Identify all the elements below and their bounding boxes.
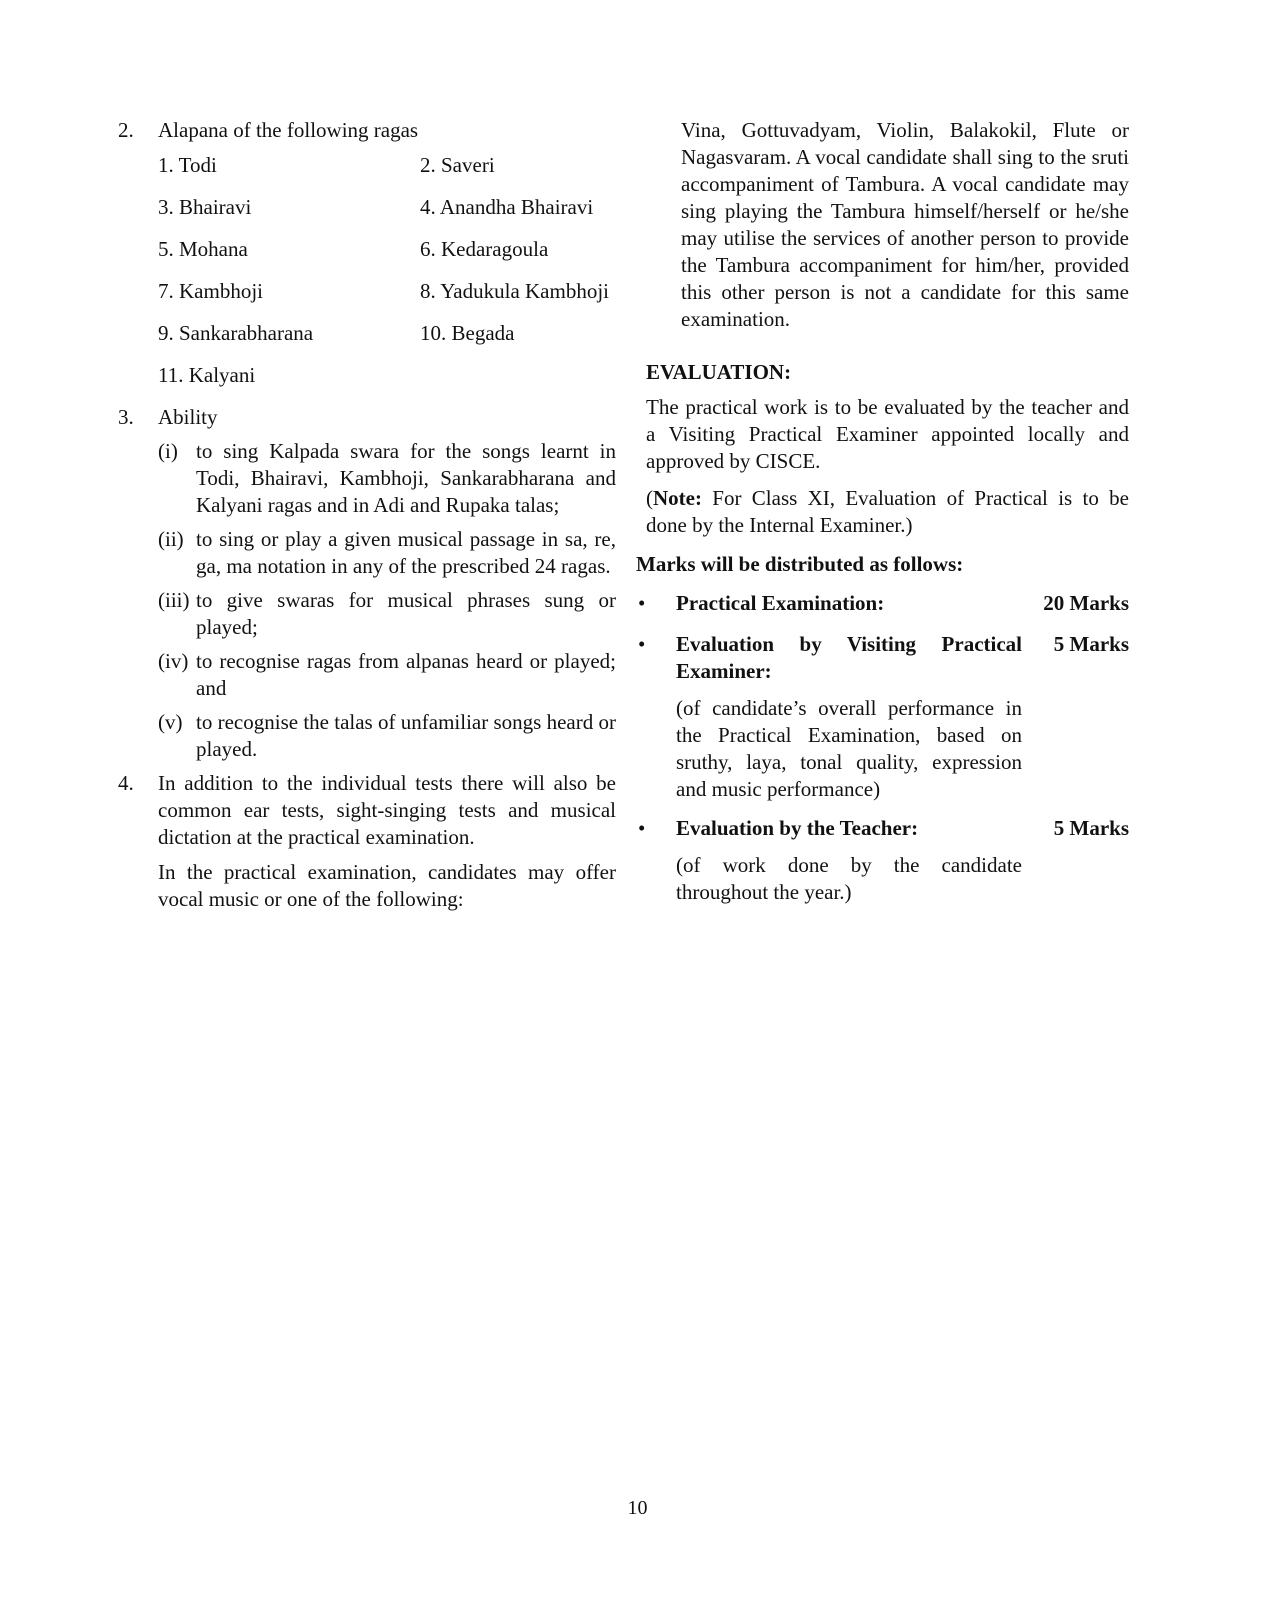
raga-item: 10. Begada xyxy=(420,321,515,345)
item-2-alapana xyxy=(118,117,616,404)
item-4-ear-tests xyxy=(118,770,616,913)
raga-item: 7. Kambhoji xyxy=(158,279,263,303)
raga-item: 8. Yadukula Kambhoji xyxy=(420,279,609,303)
marks-item-title: Evaluation by the Teacher: xyxy=(676,816,919,840)
evaluation-paragraph: The practical work is to be evaluated by the teacher and a Visiting Practical Examiner appointed locally and approved by CISCE. xyxy=(646,395,1129,473)
subitem-label: (iv) xyxy=(158,649,189,673)
item-number: 3. xyxy=(118,405,134,429)
subitem-label: (ii) xyxy=(158,527,184,551)
note-text: For Class XI, Evaluation of Practical is to be done by the Internal Examiner.) xyxy=(646,486,1129,537)
subitem-label: (iii) xyxy=(158,588,190,612)
item-title: Alapana of the following ragas xyxy=(158,118,419,142)
item-paragraph: In the practical examination, candidates may offer vocal music or one of the following: xyxy=(158,860,616,911)
marks-list-item xyxy=(636,815,1129,906)
marks-list-item xyxy=(636,631,1129,803)
raga-item: 1. Todi xyxy=(158,153,217,177)
item-3-ability xyxy=(118,404,616,763)
marks-item-title: Practical Examination: xyxy=(676,591,885,615)
evaluation-heading: EVALUATION: xyxy=(646,360,792,384)
subitem-text: to recognise the talas of unfamiliar songs heard or played. xyxy=(196,710,616,761)
raga-item: 11. Kalyani xyxy=(158,363,256,387)
raga-item: 3. Bhairavi xyxy=(158,195,252,219)
bullet-icon: • xyxy=(638,591,646,615)
item-number: 2. xyxy=(118,118,134,142)
subitem-text: to sing Kalpada swara for the songs learnt in Todi, Bhairavi, Kambhoji, Sankarabharana and Kalyani ragas and in Adi and Rupaka talas; xyxy=(196,439,616,517)
ability-subitem xyxy=(158,438,616,519)
subitem-text: to give swaras for musical phrases sung or played; xyxy=(196,588,616,639)
subitem-label: (v) xyxy=(158,710,183,734)
ability-subitem xyxy=(158,587,616,641)
subitem-label: (i) xyxy=(158,439,178,463)
marks-heading: Marks will be distributed as follows: xyxy=(636,552,964,576)
raga-item: 9. Sankarabharana xyxy=(158,321,314,345)
marks-item-title: Evaluation by Visiting Practical Examiner: xyxy=(676,632,1022,683)
right-column xyxy=(636,117,1159,906)
ability-subitem xyxy=(158,648,616,702)
marks-item-note: (of work done by the candidate throughout the year.) xyxy=(676,853,1022,904)
raga-item: 6. Kedaragoula xyxy=(420,237,549,261)
note-paragraph xyxy=(646,485,1129,539)
item-title: Ability xyxy=(158,405,218,429)
note-label: Note: xyxy=(653,486,702,510)
raga-item: 5. Mohana xyxy=(158,237,248,261)
ability-subitem xyxy=(158,526,616,580)
page-number: 10 xyxy=(627,1497,648,1519)
left-column xyxy=(118,117,616,913)
note-open: ( xyxy=(646,486,653,510)
instrument-paragraph: Vina, Gottuvadyam, Violin, Balakokil, Flute or Nagasvaram. A vocal candidate shall sing to the sruti accompaniment of Tambura. A vocal candidate may sing playing the Tambura himself/herself or he/she may utilise the services of another person to provide the Tambura accompaniment for him/her, provided this other person is not a candidate for this same examination. xyxy=(681,118,1129,331)
raga-item: 4. Anandha Bhairavi xyxy=(420,195,594,219)
item-paragraph: In addition to the individual tests there will also be common ear tests, sight-singing tests and musical dictation at the practical examination. xyxy=(158,771,616,849)
raga-list xyxy=(158,152,660,362)
subitem-text: to recognise ragas from alpanas heard or played; and xyxy=(196,649,616,700)
bullet-icon: • xyxy=(638,816,646,840)
marks-list xyxy=(636,590,1129,906)
marks-value: 5 Marks xyxy=(1053,816,1129,840)
raga-item: 2. Saveri xyxy=(420,153,495,177)
ability-subitem xyxy=(158,709,616,763)
marks-list-item xyxy=(636,590,1129,617)
subitem-text: to sing or play a given musical passage in sa, re, ga, ma notation in any of the prescribed 24 ragas. xyxy=(196,527,616,578)
marks-item-note: (of candidate’s overall performance in the Practical Examination, based on sruthy, laya, tonal quality, expression and music performance) xyxy=(676,696,1022,801)
bullet-icon: • xyxy=(638,632,646,656)
item-number: 4. xyxy=(118,771,134,795)
marks-value: 20 Marks xyxy=(1043,591,1129,615)
marks-value: 5 Marks xyxy=(1053,632,1129,656)
